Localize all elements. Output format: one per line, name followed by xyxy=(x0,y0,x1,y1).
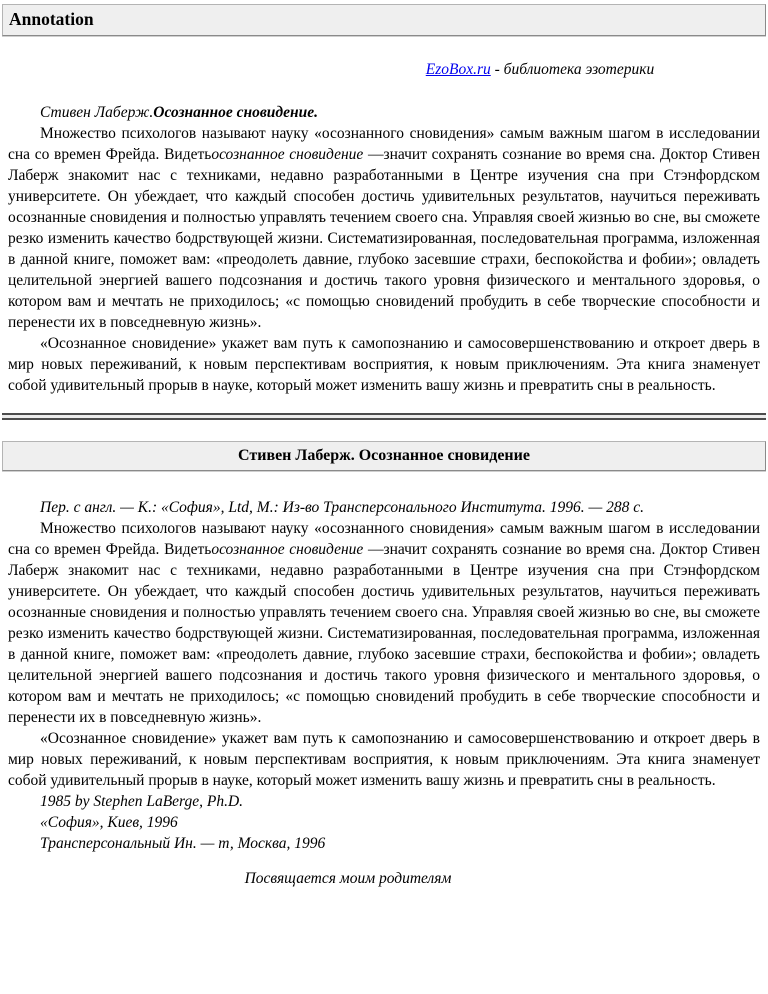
section-heading-box xyxy=(2,441,766,471)
annotation-p1-text-after: —значит сохранять сознание во время сна. Доктор Стивен Лаберж знакомит нас с техниками, недавно разработанными в Центре изучения сна при Стэнфордском университете. Он убеждает, что каждый способен достичь удивительных результатов, научиться переживать осознанные сновидения и полностью управлять течением своего сна. Управляя своей жизнью во сне, вы сможете резко изменить качество бодрствующей жизни. Систематизированная, последовательная программа, изложенная в данной книге, поможет вам: «преодолеть давние, глубоко засевшие страхи, беспокойства и фобии»; овладеть целительной энергией вашего подсознания и достичь такого уровня физического и ментального здоровья, о котором вам и мечтать не приходилось; «с помощью сновидений пробудить в себе творческие способности и перенести их в повседневную жизнь». xyxy=(8,146,761,331)
section-p1-text-after: —значит сохранять сознание во время сна. Доктор Стивен Лаберж знакомит нас с техниками, недавно разработанными в Центре изучения сна при Стэнфордском университете. Он убеждает, что каждый способен достичь удивительных результатов, научиться переживать осознанные сновидения и полностью управлять течением своего сна. Управляя своей жизнью во сне, вы сможете резко изменить качество бодрствующей жизни. Систематизированная, последовательная программа, изложенная в данной книге, поможет вам: «преодолеть давние, глубоко засевшие страхи, беспокойства и фобии»; овладеть целительной энергией вашего подсознания и достичь такого уровня физического и ментального здоровья, о котором вам и мечтать не приходилось; «с помощью сновидений пробудить в себе творческие способности и перенести их в повседневную жизнь». xyxy=(8,541,761,726)
credit-line-copyright: 1985 by Stephen LaBerge, Ph.D. xyxy=(40,793,244,810)
section-paragraph-1 xyxy=(8,518,760,728)
ezobox-link[interactable]: EzoBox.ru xyxy=(425,61,491,78)
byline xyxy=(8,102,760,123)
annotation-paragraph-2: «Осознанное сновидение» укажет вам путь к самопознанию и самосовершенствованию и откроет дверь в мир новых переживаний, к новым перспективам восприятия, к новым приключениям. Эта книга знаменует собой удивительный прорыв в науке, который может изменить вашу жизнь и превратить сны в реальность. xyxy=(8,335,760,394)
annotation-header-box xyxy=(2,4,766,36)
annotation-title: Annotation xyxy=(9,9,94,29)
byline-author: Стивен Лаберж. xyxy=(40,104,154,121)
site-link-line xyxy=(8,59,760,80)
section-paragraph-2: «Осознанное сновидение» укажет вам путь к самопознанию и самосовершенствованию и откроет дверь в мир новых переживаний, к новым перспективам восприятия, к новым приключениям. Эта книга знаменует собой удивительный прорыв в науке, который может изменить вашу жизнь и превратить сны в реальность. xyxy=(8,730,760,789)
annotation-p1-text: Множество психологов называют науку «осознанного сновидения» самым важным шагом в исследовании сна со времен Фрейда. Видеть xyxy=(8,125,760,163)
annotation-p1-emphasis: осознанное сновидение xyxy=(211,146,368,163)
section-p1-emphasis: осознанное сновидение xyxy=(211,541,368,558)
section-divider-rule xyxy=(2,413,766,420)
site-link-tail: - библиотека эзотерики xyxy=(490,61,655,78)
section-p1-text: Множество психологов называют науку «осознанного сновидения» самым важным шагом в исследовании сна со времен Фрейда. Видеть xyxy=(8,520,760,558)
annotation-paragraph-1 xyxy=(8,123,760,333)
credit-line-publisher: «София», Киев, 1996 xyxy=(40,814,178,831)
imprint-line: Пер. с англ. — К.: «София», Ltd, М.: Из-во Трансперсонального Института. 1996. — 288 с. xyxy=(40,499,645,516)
credit-line-institute: Трансперсональный Ин. — т, Москва, 1996 xyxy=(40,835,326,852)
section-heading: Стивен Лаберж. Осознанное сновидение xyxy=(238,447,530,464)
dedication-line: Посвящается моим родителям xyxy=(244,870,452,887)
document-page xyxy=(0,4,768,903)
byline-book-title: Осознанное сновидение. xyxy=(153,104,318,121)
